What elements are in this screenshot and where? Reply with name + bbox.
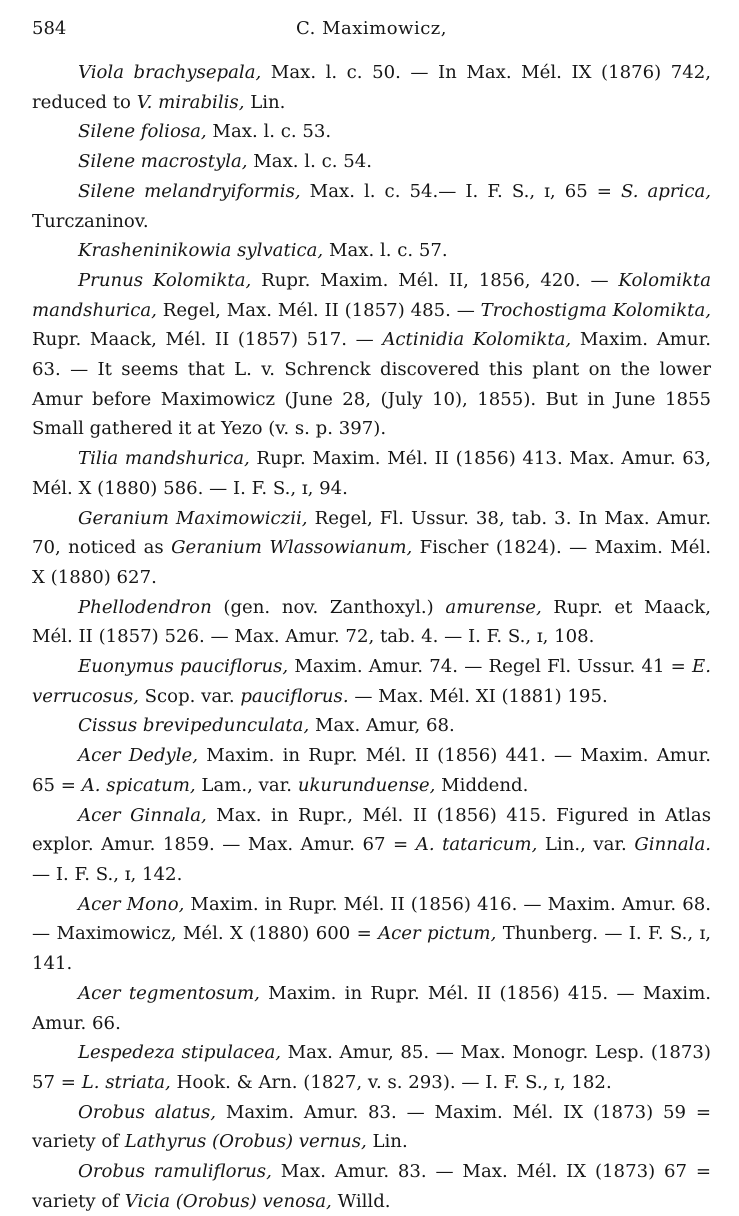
- citation-text: Turczaninov.: [32, 210, 149, 232]
- species-entry: [32, 890, 711, 979]
- running-title: C. Maximowicz,: [296, 18, 447, 39]
- taxon-name: V. mirabilis,: [136, 91, 245, 113]
- taxon-name: A. spicatum,: [81, 774, 196, 796]
- citation-text: Max. Amur, 85. — Max. Monogr. Lesp. (1873) 57 =: [32, 1042, 711, 1093]
- citation-text: Lin.: [244, 91, 286, 113]
- taxon-name: Prunus Kolomikta,: [78, 269, 252, 291]
- species-entry: [32, 266, 711, 444]
- taxon-name: Krasheninikowia sylvatica,: [78, 240, 324, 262]
- citation-text: Hook. & Arn. (1827, v. s. 293). — I. F. S., ɪ, 182.: [170, 1071, 612, 1093]
- citation-text: Max. l. c. 57.: [323, 240, 448, 262]
- citation-text: Lam., var.: [195, 774, 298, 796]
- taxon-name: Euonymus pauciflorus,: [78, 656, 289, 678]
- taxon-name: L. striata,: [81, 1071, 171, 1093]
- species-entry: [32, 593, 711, 652]
- species-entry: [32, 652, 711, 711]
- taxon-name: Silene melandryiformis,: [78, 180, 301, 202]
- species-entry: [32, 236, 711, 266]
- taxon-name: A. tataricum,: [415, 834, 538, 856]
- taxon-name: Acer tegmentosum,: [78, 982, 260, 1004]
- taxon-name: Orobus alatus,: [78, 1101, 217, 1123]
- taxon-name: Acer Ginnala,: [78, 804, 207, 826]
- taxon-name: Ginnala.: [634, 834, 711, 856]
- taxon-name: Tilia mandshurica,: [78, 448, 250, 470]
- citation-text: Max. l. c. 54.: [247, 151, 372, 173]
- citation-text: Rupr. Maxim. Mél. II, 1856, 420. —: [251, 269, 619, 291]
- citation-text: Middend.: [435, 774, 529, 796]
- taxon-name: Phellodendron: [78, 596, 212, 618]
- citation-text: (gen. nov. Zanthoxyl.): [211, 596, 446, 618]
- citation-text: Scop. var.: [138, 685, 241, 707]
- citation-text: Lin., var.: [537, 834, 635, 856]
- taxon-name: Vicia (Orobus) venosa,: [124, 1190, 332, 1212]
- species-entry: [32, 1038, 711, 1097]
- taxon-name: Acer pictum,: [378, 923, 497, 945]
- species-entry: [32, 1098, 711, 1157]
- species-list: [32, 58, 711, 1216]
- taxon-name: Lathyrus (Orobus) vernus,: [124, 1131, 367, 1153]
- citation-text: Rupr. Maack, Mél. II (1857) 517. —: [32, 329, 383, 351]
- taxon-name: Geranium Wlassowianum,: [171, 537, 413, 559]
- taxon-name: Acer Mono,: [78, 893, 185, 915]
- taxon-name: Kolomikta mandshurica,: [32, 269, 711, 321]
- citation-text: — Max. Mél. XI (1881) 195.: [348, 685, 608, 707]
- citation-text: Maxim. in Rupr. Mél. II (1856) 415. — Maxim. Amur. 66.: [32, 982, 712, 1034]
- taxon-name: S. aprica,: [620, 180, 712, 202]
- species-entry: [32, 741, 711, 800]
- taxon-name: Orobus ramuliflorus,: [78, 1161, 272, 1183]
- species-entry: [32, 801, 711, 890]
- citation-text: Max. Amur. 83. — Max. Mél. IX (1873) 67 = variety of: [32, 1161, 711, 1212]
- taxon-name: Viola brachysepala,: [78, 62, 262, 83]
- species-entry: [32, 979, 711, 1038]
- citation-text: Regel, Max. Mél. II (1857) 485. —: [156, 299, 481, 321]
- species-entry: [32, 504, 711, 593]
- species-entry: [32, 147, 711, 177]
- citation-text: Maxim. Amur. 74. — Regel Fl. Ussur. 41 =: [288, 656, 693, 678]
- taxon-name: Lespedeza stipulacea,: [78, 1042, 282, 1064]
- taxon-name: Silene foliosa,: [78, 121, 207, 143]
- citation-text: Lin.: [366, 1131, 408, 1153]
- taxon-name: Cissus brevipedunculata,: [78, 715, 310, 737]
- species-entry: [32, 117, 711, 147]
- species-entry: [32, 58, 711, 117]
- taxon-name: ukurunduense,: [297, 774, 436, 796]
- taxon-name: Geranium Maximowiczii,: [78, 507, 308, 529]
- citation-text: Max. l. c. 53.: [206, 121, 332, 143]
- citation-text: Maxim. in Rupr. Mél. II (1856) 416. — Maxim. Amur. 68. — Maximowicz, Mél. X (1880) 600 =: [32, 893, 711, 945]
- species-entry: [32, 711, 711, 741]
- citation-text: Regel, Fl. Ussur. 38, tab. 3. In Max. Amur. 70, noticed as: [32, 507, 711, 559]
- taxon-name: Acer Dedyle,: [78, 745, 199, 767]
- citation-text: Max. Amur, 68.: [309, 715, 455, 737]
- taxon-name: amurense,: [445, 596, 542, 618]
- species-entry: [32, 177, 711, 236]
- taxon-name: pauciflorus.: [240, 685, 349, 707]
- citation-text: Maxim. in Rupr. Mél. II (1856) 441. — Maxim. Amur. 65 =: [32, 745, 712, 796]
- citation-text: — I. F. S., ɪ, 142.: [32, 863, 183, 885]
- citation-text: Fischer (1824). — Maxim. Mél. X (1880) 627.: [32, 537, 712, 588]
- citation-text: Maxim. Amur. 83. — Maxim. Mél. IX (1873) 59 = variety of: [32, 1101, 711, 1153]
- species-entry: [32, 444, 711, 503]
- species-entry: [32, 1157, 711, 1216]
- taxon-name: Actinidia Kolomikta,: [382, 329, 572, 351]
- citation-text: Rupr. et Maack, Mél. II (1857) 526. — Max. Amur. 72, tab. 4. — I. F. S., ɪ, 108.: [32, 596, 711, 648]
- page-header: [32, 14, 711, 44]
- citation-text: Willd.: [331, 1190, 391, 1212]
- citation-text: Max. in Rupr., Mél. II (1856) 415. Figured in Atlas explor. Amur. 1859. — Max. Amur. 67 =: [32, 804, 711, 856]
- page-number: 584: [32, 18, 67, 39]
- citation-text: Max. l. c. 54.— I. F. S., ɪ, 65 =: [300, 180, 621, 202]
- citation-text: Rupr. Maxim. Mél. II (1856) 413. Max. Amur. 63, Mél. X (1880) 586. — I. F. S., ɪ, 94.: [32, 448, 711, 499]
- taxon-name: Trochostigma Kolomikta,: [480, 299, 711, 321]
- citation-text: Maxim. Amur. 63. — It seems that L. v. Schrenck discovered this plant on the lower Amur before Maximowicz (June 28, (July 10), 1855). But in June 1855 Small gathered it at Yezo (v. s. p. 397).: [32, 329, 711, 440]
- taxon-name: E. verrucosus,: [32, 656, 711, 707]
- taxon-name: Silene macrostyla,: [78, 151, 248, 173]
- citation-text: Max. l. c. 50. — In Max. Mél. IX (1876) 742, reduced to: [32, 62, 711, 113]
- citation-text: Thunberg. — I. F. S., ɪ, 141.: [32, 923, 711, 975]
